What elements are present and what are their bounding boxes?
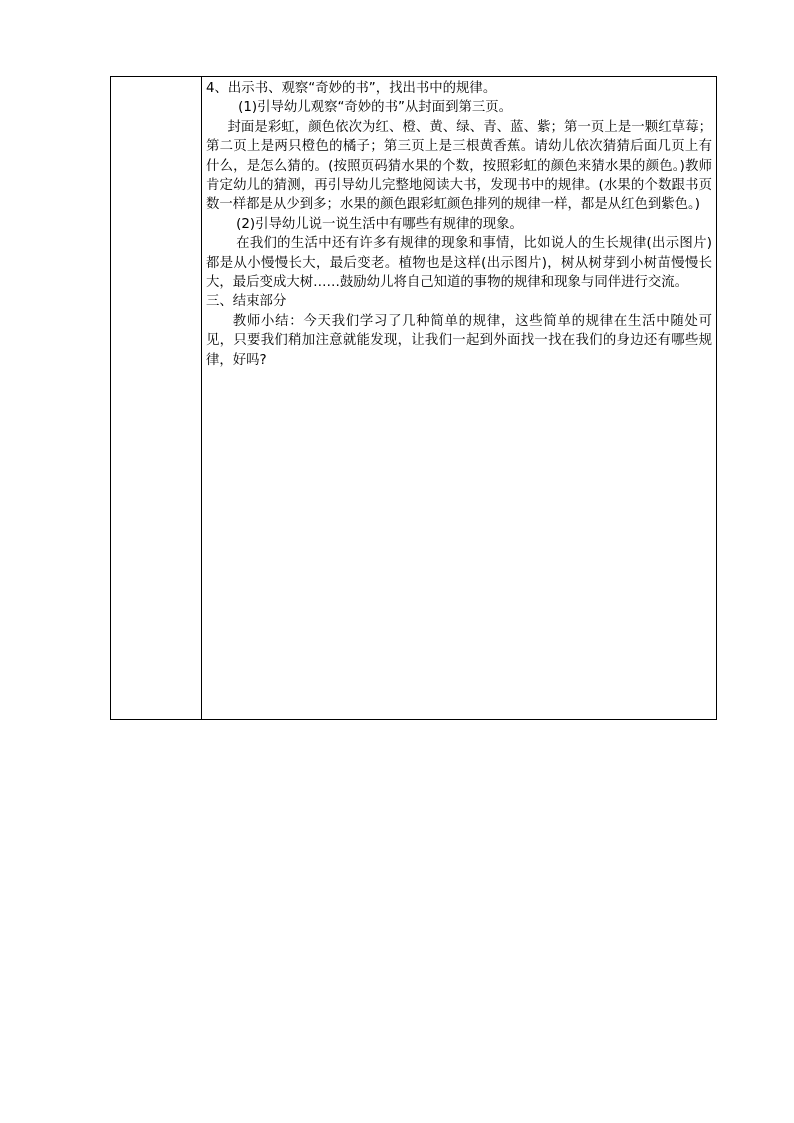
sub-item-2: (2)引导幼儿说一说生活中有哪些有规律的现象。 xyxy=(236,216,523,232)
table-content-cell xyxy=(202,77,716,719)
paragraph-book-description: 封面是彩虹，颜色依次为红、橙、黄、绿、青、蓝、紫；第一页上是一颗红草莓；第二页上是两只橙色的橘子；第三页上是三根黄香蕉。请幼儿依次猜猜后面几页上有什么，是怎么猜的。(按照页码猜水果的个数，按照彩虹的颜色来猜水果的颜色。)教师肯定幼儿的猜测，再引导幼儿完整地阅读大书，发现书中的规律。(水果的个数跟书页数一样都是从少到多；水果的颜色跟彩虹颜色排列的规律一样，都是从红色到紫色。) xyxy=(206,119,712,213)
section-3-heading: 三、结束部分 xyxy=(206,294,287,310)
paragraph-teacher-summary: 教师小结：今天我们学习了几种简单的规律，这些简单的规律在生活中随处可见，只要我们稍加注意就能发现，让我们一起到外面找一找在我们的身边还有哪些规律，好吗? xyxy=(206,313,712,368)
table-left-cell xyxy=(111,77,202,719)
step-4-heading: 4、出示书、观察“奇妙的书”，找出书中的规律。 xyxy=(206,81,497,96)
paragraph-life-patterns: 在我们的生活中还有许多有规律的现象和事情，比如说人的生长规律(出示图片)都是从小慢慢长大，最后变老。植物也是这样(出示图片)，树从树芽到小树苗慢慢长大，最后变成大树……鼓励幼儿将自己知道的事物的规律和现象与同伴进行交流。 xyxy=(206,236,712,291)
sub-item-1: (1)引导幼儿观察“奇妙的书”从封面到第三页。 xyxy=(238,100,513,116)
lesson-table xyxy=(110,76,717,720)
